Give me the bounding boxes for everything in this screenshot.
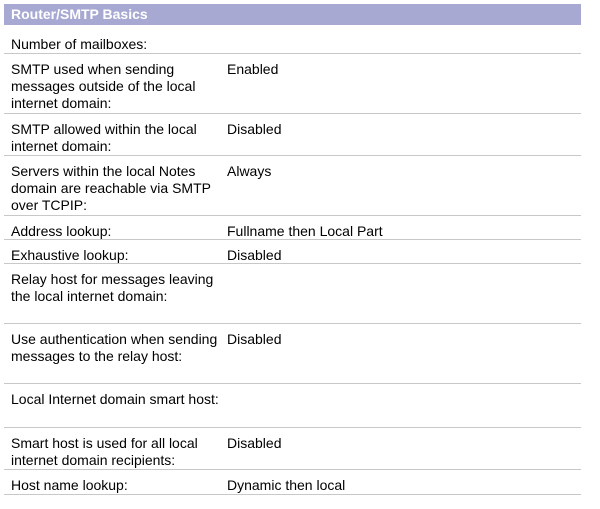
row-label: Smart host is used for all local internet domain recipients: [11, 435, 198, 468]
row-label: SMTP allowed within the local internet domain: [11, 121, 197, 154]
table-row [4, 54, 581, 114]
table-row [4, 428, 581, 470]
row-label: Use authentication when sending messages to the relay host: [11, 331, 218, 364]
row-value: Disabled [227, 331, 282, 347]
table-row [4, 216, 581, 240]
row-value: Enabled [227, 61, 279, 77]
row-label: Address lookup: [11, 223, 112, 239]
row-value: Dynamic then local [227, 477, 346, 493]
row-value: Disabled [227, 435, 282, 451]
row-value: Fullname then Local Part [227, 223, 383, 239]
section-title: Router/SMTP Basics [4, 4, 581, 25]
table-row [4, 264, 581, 324]
row-label: Relay host for messages leaving the local internet domain: [11, 271, 214, 304]
row-label: SMTP used when sending messages outside of the local internet domain: [11, 61, 196, 111]
table-row [4, 384, 581, 428]
row-value: Disabled [227, 121, 282, 137]
table-row [4, 114, 581, 156]
table-row [4, 470, 581, 495]
row-value [220, 384, 581, 427]
table-row [4, 324, 581, 384]
row-value: Disabled [227, 247, 282, 263]
row-label: Exhaustive lookup: [11, 247, 129, 263]
table-row [4, 156, 581, 216]
row-value [220, 29, 581, 53]
table-row [4, 29, 581, 54]
table-row [4, 240, 581, 264]
settings-table [4, 29, 581, 495]
row-label: Number of mailboxes: [11, 36, 148, 52]
row-label: Host name lookup: [11, 477, 128, 493]
router-smtp-basics-panel [4, 4, 581, 495]
row-label: Local Internet domain smart host: [11, 391, 219, 407]
row-value: Always [227, 163, 272, 179]
row-value [220, 264, 581, 323]
row-label: Servers within the local Notes domain are reachable via SMTP over TCPIP: [11, 163, 211, 213]
